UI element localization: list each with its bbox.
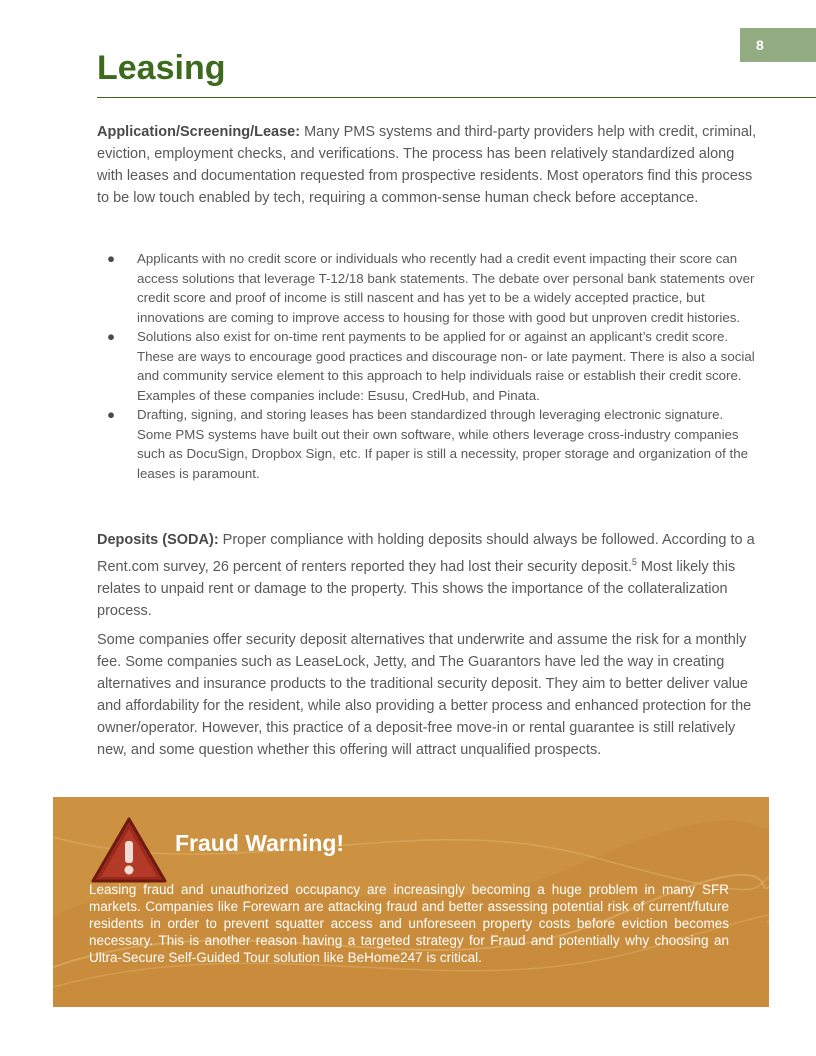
application-label: Application/Screening/Lease: [97,124,301,140]
title-divider [97,97,816,98]
list-item [97,405,757,483]
deposits-text-before: Proper compliance with holding deposits should always be followed. According to a Rent.com survey, 26 percent of renters reported they had lost their security deposit. [97,532,755,575]
list-item [97,249,757,327]
callout-text: Leasing fraud and unauthorized occupancy are increasingly becoming a huge problem in many SFR markets. Companies like Forewarn are attacking fraud and better assessing potential risk of current/future residents in order to prevent squatter access and unforeseen property costs before eviction becomes necessary. This is another reason having a targeted strategy for Fraud and potentially why choosing an Ultra-Secure Self-Guided Tour solution like BeHome247 is critical. [89,882,729,965]
deposits-text-after: Most likely this relates to unpaid rent or damage to the property. This shows the importance of the collateralization process. [97,558,736,619]
page-title: Leasing [97,49,226,87]
application-text: Many PMS systems and third-party providers help with credit, criminal, eviction, employment checks, and verifications. The process has been relatively standardized along with leases and documentation requested from prospective residents. Most operators find this process to be low touch enabled by tech, requiring a common-sense human check before acceptance. [97,124,757,206]
deposits-label: Deposits (SODA): [97,532,219,548]
page-number-tab [740,28,816,62]
bullet-text: Applicants with no credit score or individuals who recently had a credit event impacting their score can access solutions that leverage T-12/18 bank statements. The debate over personal bank statements over credit score and proof of income is still nascent and has yet to be a widely accepted practice, but innovations are coming to improve access to housing for those with good but unproven credit histories. [137,251,755,325]
bullet-icon: ● [107,407,116,422]
deposits-paragraph [97,529,757,622]
alternatives-paragraph: Some companies offer security deposit alternatives that underwrite and assume the risk for a monthly fee. Some companies such as LeaseLock, Jetty, and The Guarantors have led the way in creating alternatives and insurance products to the traditional security deposit. They aim to better deliver value and affordability for the resident, while also providing a better process and enhanced protection for the owner/operator. However, this practice of a deposit-free move-in or rental guarantee is still relatively new, and some question whether this offering will attract unqualified prospects. [97,632,752,758]
bullet-icon: ● [107,251,116,266]
page-number: 8 [756,37,764,53]
bullet-icon: ● [107,329,116,344]
bullet-text: Solutions also exist for on-time rent payments to be applied for or against an applicant’s credit score. These are ways to encourage good practices and discourage non- or late payment. There is also a social and community service element to this approach to help individuals raise or establish their credit score. Examples of these companies include: Esusu, CredHub, and Pinata. [137,329,755,403]
footnote-marker: 5 [631,557,637,567]
fraud-warning-callout [53,797,769,1007]
bullet-list [97,249,757,483]
application-paragraph [97,121,757,209]
warning-triangle-icon [89,815,169,885]
callout-title: Fraud Warning! [175,830,345,856]
bullet-text: Drafting, signing, and storing leases has been standardized through leveraging electronic signature. Some PMS systems have built out their own software, while others leverage cross-industry companies such as DocuSign, Dropbox Sign, etc. If paper is still a necessity, proper storage and organization of the leases is paramount. [137,407,749,481]
list-item [97,327,757,405]
